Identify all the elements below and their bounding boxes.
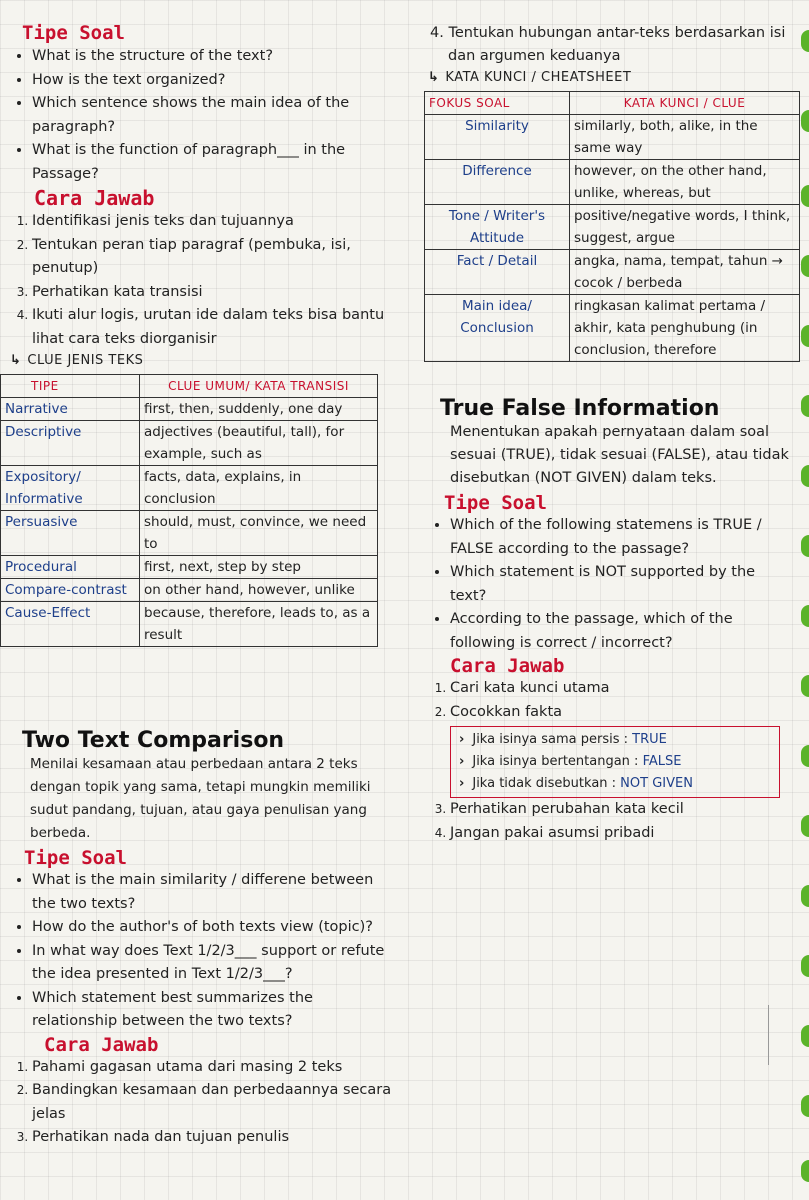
table-row <box>1 579 378 602</box>
rule-not-given: › Jika tidak disebutkan : NOT GIVEN <box>459 776 693 791</box>
table-cell: Similarity <box>425 115 570 160</box>
list-item: • Which statement is NOT supported by the text? <box>450 561 793 608</box>
table-header-row <box>425 92 800 115</box>
rule-true: › Jika isinya sama persis : TRUE <box>459 732 667 747</box>
table-header-cell: TIPE <box>1 375 140 398</box>
list-item: 1. Cari kata kunci utama <box>450 677 793 701</box>
table-row <box>425 160 800 205</box>
list-item: • Which sentence shows the main idea of the paragraph? <box>32 92 395 139</box>
table-row <box>1 398 378 421</box>
table-row <box>425 115 800 160</box>
page-tab <box>801 465 809 487</box>
clue-jenis-teks-label: ↳ CLUE JENIS TEKS <box>10 353 144 368</box>
tipe-soal-heading: Tipe Soal <box>22 22 125 44</box>
table-row <box>1 421 378 466</box>
table-header-cell: CLUE UMUM/ KATA TRANSISI <box>140 375 378 398</box>
tfi-section <box>428 396 793 845</box>
page-tab <box>801 535 809 557</box>
table-row <box>1 466 378 511</box>
table-cell: Persuasive <box>1 511 140 556</box>
page-tab <box>801 110 809 132</box>
list-item: 3. Perhatikan kata transisi <box>32 281 395 305</box>
page-tab <box>801 745 809 767</box>
list-item: 1. Identifikasi jenis teks dan tujuannya <box>32 210 395 234</box>
table-cell: Expository/ Informative <box>1 466 140 511</box>
page-tab <box>801 185 809 207</box>
table-cell: Main idea/ Conclusion <box>425 295 570 362</box>
page-tab <box>801 395 809 417</box>
page-tab <box>801 30 809 52</box>
table-cell: positive/negative words, I think, suggest, argue <box>570 205 800 250</box>
two-text-tipe-list <box>10 869 395 1034</box>
table-cell: similarly, both, alike, in the same way <box>570 115 800 160</box>
list-item: 3. Perhatikan nada dan tujuan penulis <box>32 1126 395 1150</box>
cheatsheet-label: ↳ KATA KUNCI / CHEATSHEET <box>428 70 632 85</box>
list-item: 3. Perhatikan perubahan kata kecil <box>450 798 793 822</box>
list-item: • How do the author's of both texts view (topic)? <box>32 916 395 940</box>
tfi-cara-list <box>428 677 793 724</box>
page-tab <box>801 675 809 697</box>
table-header-cell: FOKUS SOAL <box>425 92 570 115</box>
table-row <box>1 511 378 556</box>
table-row <box>425 295 800 362</box>
list-item: • In what way does Text 1/2/3___ support or refute the idea presented in Text 1/2/3___? <box>32 940 395 987</box>
page-tabs <box>795 0 809 1200</box>
list-item: • Which statement best summarizes the relationship between the two texts? <box>32 987 395 1034</box>
list-item: 4. Ikuti alur logis, urutan ide dalam teks bisa bantu lihat cara teks diorganisir <box>32 304 395 351</box>
arrow-icon: ↳ <box>10 353 22 368</box>
table-header-cell: KATA KUNCI / CLUE <box>570 92 800 115</box>
table-cell: Difference <box>425 160 570 205</box>
table-cell: Fact / Detail <box>425 250 570 295</box>
list-item: 2. Tentukan peran tiap paragraf (pembuka, isi, penutup) <box>32 234 395 281</box>
two-text-heading: Two Text Comparison <box>22 728 285 753</box>
table-row <box>1 602 378 647</box>
list-item: 4. Jangan pakai asumsi pribadi <box>450 822 793 846</box>
list-item: 2. Bandingkan kesamaan dan perbedaannya secara jelas <box>32 1079 395 1126</box>
list-item: • What is the main similarity / differene between the two texts? <box>32 869 395 916</box>
chevron-right-icon: › <box>459 732 465 747</box>
rule-false: › Jika isinya bertentangan : FALSE <box>459 754 682 769</box>
tfi-heading: True False Information <box>440 396 720 421</box>
table-row <box>1 556 378 579</box>
chevron-right-icon: › <box>459 776 465 791</box>
page-tab <box>801 885 809 907</box>
table-row <box>425 205 800 250</box>
clue-jenis-teks-table <box>0 374 378 647</box>
table-cell: Compare-contrast <box>1 579 140 602</box>
tfi-cara-list-continued <box>428 798 793 845</box>
table-cell: because, therefore, leads to, as a result <box>140 602 378 647</box>
tfi-tipe-heading: Tipe Soal <box>444 492 547 514</box>
table-cell: Cause-Effect <box>1 602 140 647</box>
page-tab <box>801 325 809 347</box>
divider <box>768 1005 769 1065</box>
list-item: • How is the text organized? <box>32 69 395 93</box>
page-tab <box>801 1025 809 1047</box>
list-item: • What is the structure of the text? <box>32 45 395 69</box>
answer-rules-box <box>450 726 780 798</box>
page-tab <box>801 255 809 277</box>
two-text-tipe-heading: Tipe Soal <box>24 847 127 869</box>
table-cell: should, must, convince, we need to <box>140 511 378 556</box>
table-cell: facts, data, explains, in conclusion <box>140 466 378 511</box>
list-item: • Which of the following statemens is TRUE / FALSE according to the passage? <box>450 514 793 561</box>
tfi-tipe-list <box>428 514 793 655</box>
list-item: 2. Cocokkan fakta <box>450 701 793 725</box>
table-cell: Narrative <box>1 398 140 421</box>
table-cell: however, on the other hand, unlike, whereas, but <box>570 160 800 205</box>
page-tab <box>801 955 809 977</box>
page-tab <box>801 1160 809 1182</box>
tfi-cara-heading: Cara Jawab <box>450 655 565 677</box>
two-text-section <box>10 728 395 1150</box>
page-tab <box>801 1095 809 1117</box>
table-row <box>425 250 800 295</box>
chevron-right-icon: › <box>459 754 465 769</box>
list-item: • What is the function of paragraph___ in the Passage? <box>32 139 395 186</box>
table-cell: first, then, suddenly, one day <box>140 398 378 421</box>
arrow-icon: ↳ <box>428 70 440 85</box>
left-column <box>10 22 395 368</box>
page-tab <box>801 605 809 627</box>
table-cell: angka, nama, tempat, tahun → cocok / berbeda <box>570 250 800 295</box>
cheatsheet-table <box>424 91 800 362</box>
table-cell: first, next, step by step <box>140 556 378 579</box>
table-cell: ringkasan kalimat pertama / akhir, kata penghubung (in conclusion, therefore <box>570 295 800 362</box>
cara-jawab-heading: Cara Jawab <box>34 186 155 210</box>
table-cell: Tone / Writer's Attitude <box>425 205 570 250</box>
table-cell: on other hand, however, unlike <box>140 579 378 602</box>
tfi-description: Menentukan apakah pernyataan dalam soal sesuai (TRUE), tidak sesuai (FALSE), atau tidak disebutkan (NOT GIVEN) dalam teks. <box>450 424 789 486</box>
two-text-cara-list <box>10 1056 395 1150</box>
two-text-cara-heading: Cara Jawab <box>44 1033 159 1056</box>
right-column-top <box>428 22 793 85</box>
table-cell: Descriptive <box>1 421 140 466</box>
point-4-text: 4. Tentukan hubungan antar-teks berdasarkan isi dan argumen keduanya <box>430 25 786 64</box>
cara-jawab-list <box>10 210 395 351</box>
table-cell: Procedural <box>1 556 140 579</box>
list-item: • According to the passage, which of the following is correct / incorrect? <box>450 608 793 655</box>
list-item: 1. Pahami gagasan utama dari masing 2 teks <box>32 1056 395 1080</box>
tipe-soal-list <box>10 45 395 186</box>
page-tab <box>801 815 809 837</box>
two-text-description: Menilai kesamaan atau perbedaan antara 2 teks dengan topik yang sama, tetapi mungkin memiliki sudut pandang, tujuan, atau gaya penulisan yang berbeda. <box>30 756 371 841</box>
table-cell: adjectives (beautiful, tall), for example, such as <box>140 421 378 466</box>
table-header-row <box>1 375 378 398</box>
